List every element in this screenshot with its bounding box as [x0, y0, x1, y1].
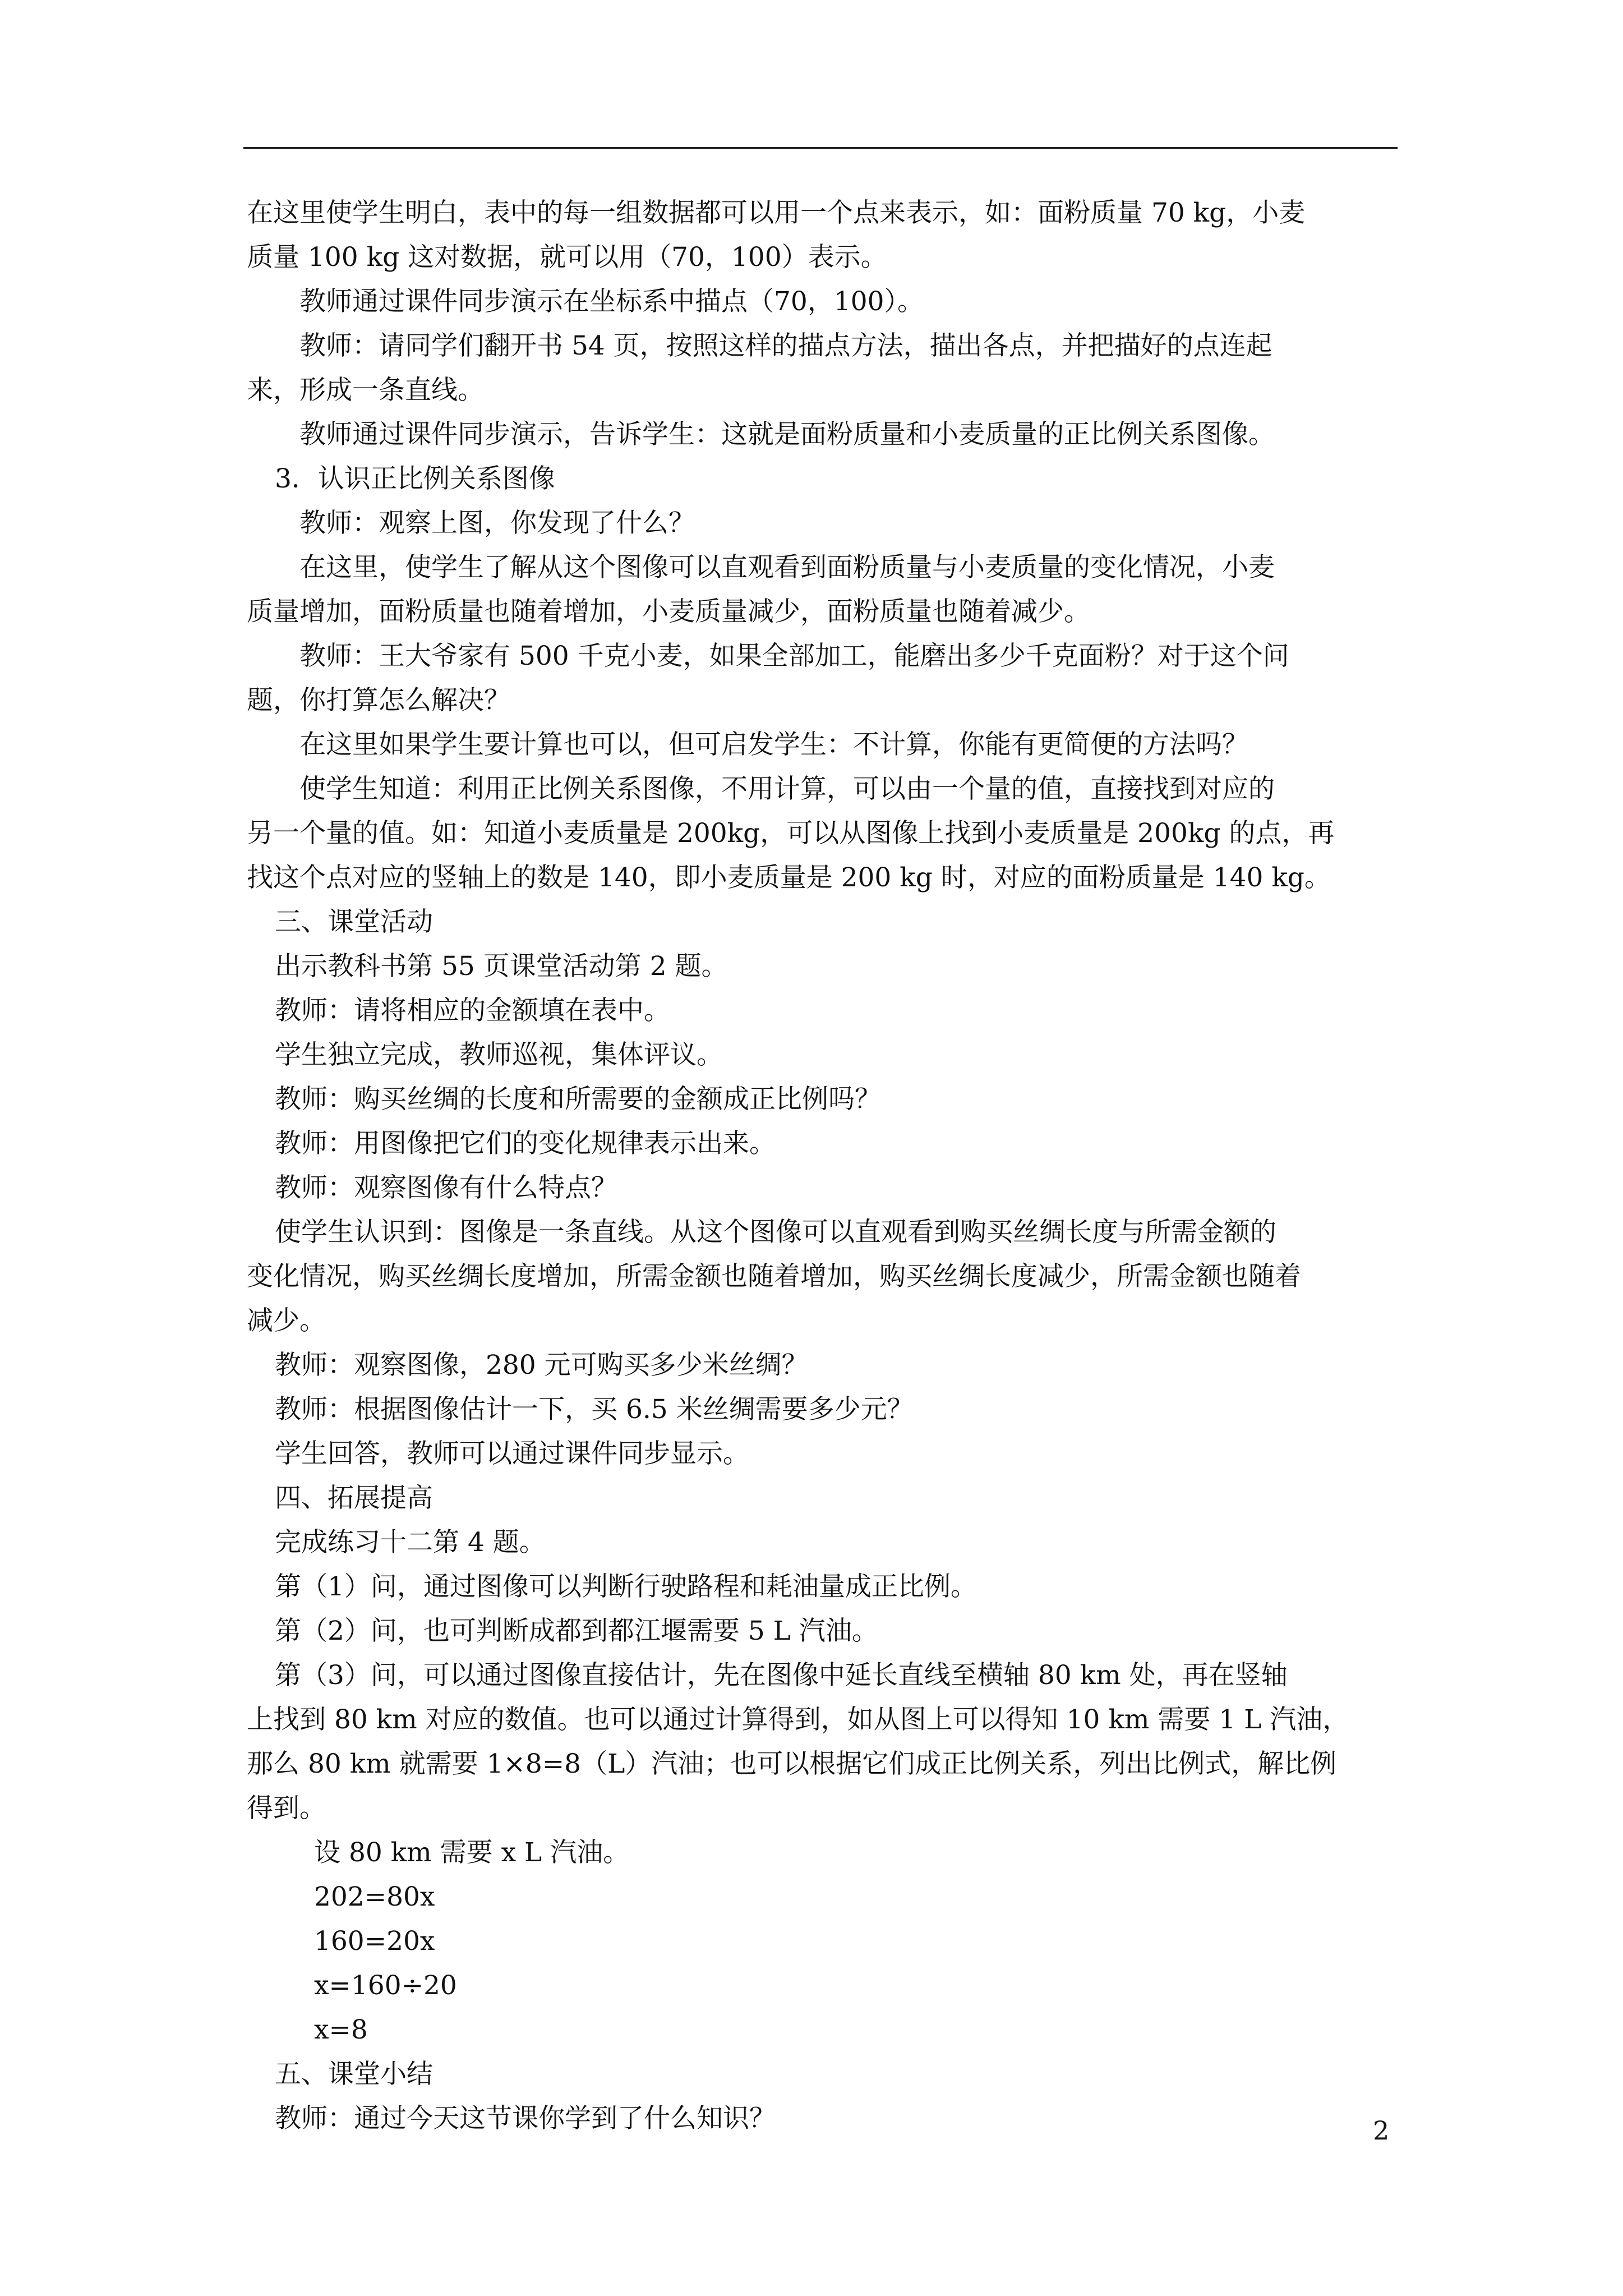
paragraph-line: 得到。: [247, 1793, 326, 1824]
paragraph-line: 教师通过课件同步演示在坐标系中描点（70，100）。: [299, 286, 924, 317]
equation-line: 设 80 km 需要 x L 汽油。: [314, 1837, 630, 1868]
paragraph-line: 变化情况，购买丝绸长度增加，所需金额也随着增加，购买丝绸长度减少，所需金额也随着: [247, 1261, 1301, 1292]
paragraph-line: 在这里，使学生了解从这个图像可以直观看到面粉质量与小麦质量的变化情况，小麦: [299, 552, 1275, 583]
document-body: [247, 191, 1402, 2141]
paragraph-line: 质量 100 kg 这对数据，就可以用（70，100）表示。: [247, 242, 887, 273]
paragraph-line: 来，形成一条直线。: [247, 375, 484, 406]
paragraph-line: 教师：观察图像，280 元可购买多少米丝绸？: [275, 1350, 808, 1381]
paragraph-line: 教师：观察上图，你发现了什么？: [299, 508, 695, 539]
paragraph-line: 第（3）问，可以通过图像直接估计，先在图像中延长直线至横轴 80 km 处，再在竖轴: [275, 1660, 1288, 1691]
paragraph-line: 第（1）问，通过图像可以判断行驶路程和耗油量成正比例。: [275, 1571, 977, 1602]
paragraph-line: 上找到 80 km 对应的数值。也可以通过计算得到，如从图上可以得知 10 km 需要 1 L 汽油，: [247, 1704, 1349, 1735]
paragraph-line: 找这个点对应的竖轴上的数是 140，即小麦质量是 200 kg 时，对应的面粉质量是 140 kg。: [247, 862, 1331, 893]
section-heading: 3．认识正比例关系图像: [275, 463, 555, 494]
paragraph-line: 教师：请同学们翻开书 54 页，按照这样的描点方法，描出各点，并把描好的点连起: [299, 330, 1272, 361]
equation-line: 160=20x: [314, 1926, 435, 1957]
paragraph-line: 教师通过课件同步演示，告诉学生：这就是面粉质量和小麦质量的正比例关系图像。: [299, 419, 1275, 450]
equation-line: x=160÷20: [314, 1970, 457, 2001]
paragraph-line: 完成练习十二第 4 题。: [275, 1527, 546, 1558]
paragraph-line: 教师：观察图像有什么特点？: [275, 1172, 617, 1203]
paragraph-line: 第（2）问，也可判断成都到都江堰需要 5 L 汽油。: [275, 1616, 878, 1646]
section-heading: 三、课堂活动: [275, 907, 433, 937]
paragraph-line: 题，你打算怎么解决？: [247, 685, 510, 716]
paragraph-line: 出示教科书第 55 页课堂活动第 2 题。: [275, 951, 728, 982]
paragraph-line: 在这里使学生明白，表中的每一组数据都可以用一个点来表示，如：面粉质量 70 kg，小麦: [247, 197, 1306, 228]
paragraph-line: 减少。: [247, 1305, 326, 1336]
page-number: 2: [1373, 2115, 1390, 2146]
paragraph-line: 使学生认识到：图像是一条直线。从这个图像可以直观看到购买丝绸长度与所需金额的: [275, 1217, 1276, 1248]
paragraph-line: 使学生知道：利用正比例关系图像，不用计算，可以由一个量的值，直接找到对应的: [299, 774, 1275, 804]
paragraph-line: 教师：用图像把它们的变化规律表示出来。: [275, 1128, 776, 1159]
header-rule: [243, 147, 1398, 149]
paragraph-line: 教师：请将相应的金额填在表中。: [275, 995, 670, 1026]
equation-line: x=8: [314, 2014, 368, 2045]
paragraph-line: 学生独立完成，教师巡视，集体评议。: [275, 1039, 723, 1070]
paragraph-line: 质量增加，面粉质量也随着增加，小麦质量减少，面粉质量也随着减少。: [247, 596, 1090, 627]
paragraph-line: 教师：王大爷家有 500 千克小麦，如果全部加工，能磨出多少千克面粉？对于这个问: [299, 641, 1289, 671]
paragraph-line: 另一个量的值。如：知道小麦质量是 200kg，可以从图像上找到小麦质量是 200kg 的点，再: [247, 818, 1335, 849]
section-heading: 四、拓展提高: [275, 1483, 433, 1513]
paragraph-line: 学生回答，教师可以通过课件同步显示。: [275, 1438, 749, 1469]
paragraph-line: 教师：通过今天这节课你学到了什么知识？: [275, 2103, 776, 2134]
paragraph-line: 那么 80 km 就需要 1×8=8（L）汽油；也可以根据它们成正比例关系，列出比例式，解比例: [247, 1749, 1337, 1779]
paragraph-line: 教师：根据图像估计一下，买 6.5 米丝绸需要多少元？: [275, 1394, 914, 1425]
section-heading: 五、课堂小结: [275, 2059, 433, 2090]
paragraph-line: 在这里如果学生要计算也可以，但可启发学生：不计算，你能有更简便的方法吗？: [299, 729, 1248, 760]
paragraph-line: 教师：购买丝绸的长度和所需要的金额成正比例吗？: [275, 1084, 881, 1115]
equation-line: 202=80x: [314, 1881, 435, 1912]
